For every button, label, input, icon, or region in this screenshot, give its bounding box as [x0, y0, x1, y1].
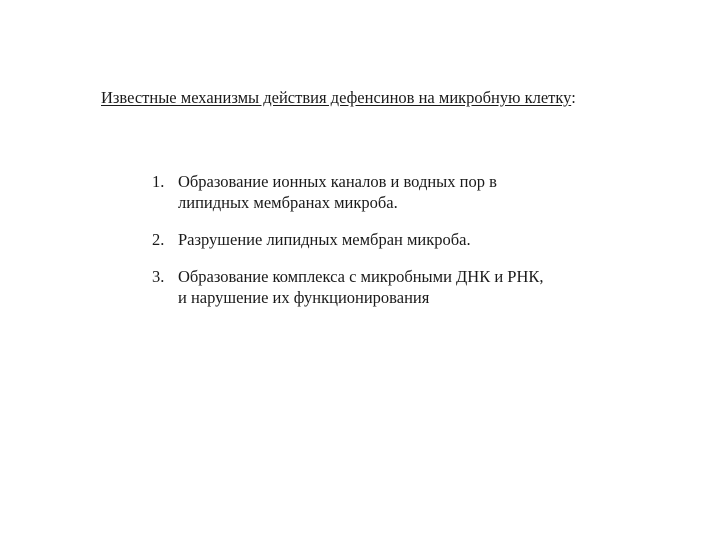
mechanism-list [152, 171, 622, 324]
list-item-text [178, 171, 622, 213]
list-item-line: Разрушение липидных мембран микроба. [178, 230, 471, 249]
heading-suffix: : [571, 88, 576, 107]
list-item-number: 2. [152, 230, 165, 249]
list-item-text [178, 266, 622, 308]
list-item-number: 3. [152, 267, 165, 286]
list-item [152, 171, 622, 213]
list-item-line: Образование комплекса с микробными ДНК и РНК, [178, 267, 544, 286]
list-item-number: 1. [152, 172, 165, 191]
list-item-line: липидных мембранах микроба. [178, 193, 398, 212]
list-item-line: и нарушение их функционирования [178, 288, 430, 307]
list-item [152, 229, 622, 250]
slide-heading [101, 88, 661, 108]
list-item-line: Образование ионных каналов и водных пор в [178, 172, 497, 191]
list-item [152, 266, 622, 308]
heading-text: Известные механизмы действия дефенсинов на микробную клетку [101, 88, 572, 107]
list-item-text [178, 229, 622, 250]
